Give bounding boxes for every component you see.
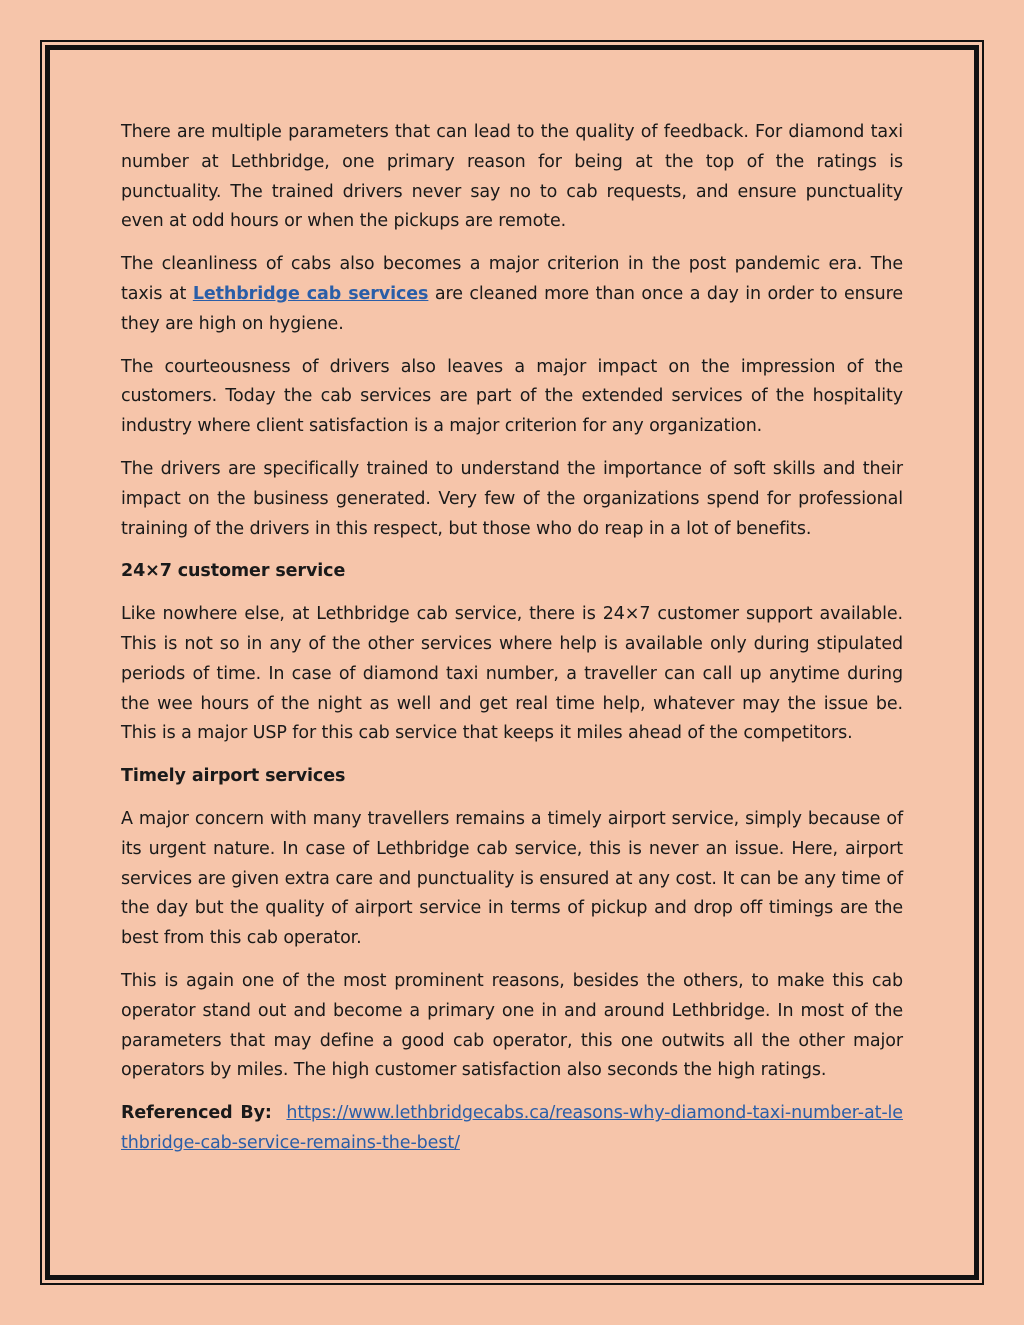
paragraph-driver-training: The drivers are specifically trained to understand the importance of soft skills and their impact on the business generated. Very few of the organizations spend for professional training of the drivers in this respect, but those who do reap in a lot of benefits. bbox=[121, 458, 903, 539]
document-body bbox=[121, 118, 903, 1172]
heading-customer-service: 24×7 customer service bbox=[121, 561, 346, 582]
reference-line bbox=[121, 1099, 903, 1159]
paragraph-customer-support: Like nowhere else, at Lethbridge cab service, there is 24×7 customer support available. This is not so in any of the other services where help is available only during stipulated periods of time. In case of diamond taxi number, a traveller can call up anytime during the wee hours of the night as well and get real time help, whatever may the issue be. This is a major USP for this cab service that keeps it miles ahead of the competitors. bbox=[121, 604, 903, 744]
paragraph-cleanliness-text-start: The cleanliness of cabs also becomes a major criterion in the post pandemic era. The taxis at bbox=[121, 254, 903, 304]
paragraph-airport-service: A major concern with many travellers remains a timely airport service, simply because of its urgent nature. In case of Lethbridge cab service, this is never an issue. Here, airport services are given extra care and punctuality is ensured at any cost. It can be any time of the day but the quality of airport service in terms of pickup and drop off timings are the best from this cab operator. bbox=[121, 808, 903, 949]
reference-label: Referenced By: bbox=[121, 1103, 272, 1124]
paragraph-cleanliness-text-end: are cleaned more than once a day in order to ensure they are high on hygiene. bbox=[121, 283, 904, 334]
heading-airport-services: Timely airport services bbox=[121, 766, 346, 787]
lethbridge-cab-services-link[interactable]: Lethbridge cab services bbox=[192, 283, 429, 304]
paragraph-cleanliness bbox=[121, 250, 903, 339]
reference-url-link[interactable]: https://www.lethbridgecabs.ca/reasons-why-diamond-taxi-number-at-lethbridge-cab-service-remains-the-best/ bbox=[121, 1103, 903, 1153]
paragraph-prominent-reasons: This is again one of the most prominent reasons, besides the others, to make this cab operator stand out and become a primary one in and around Lethbridge. In most of the parameters that may define a good cab operator, this one outwits all the other major operators by miles. The high customer satisfaction also seconds the high ratings. bbox=[121, 970, 903, 1081]
paragraph-feedback-quality: There are multiple parameters that can lead to the quality of feedback. For diamond taxi number at Lethbridge, one primary reason for being at the top of the ratings is punctuality. The trained drivers never say no to cab requests, and ensure punctuality even at odd hours or when the pickups are remote. bbox=[121, 122, 903, 232]
paragraph-courteousness: The courteousness of drivers also leaves a major impact on the impression of the customers. Today the cab services are part of the extended services of the hospitality industry where client satisfaction is a major criterion for any organization. bbox=[121, 356, 903, 437]
